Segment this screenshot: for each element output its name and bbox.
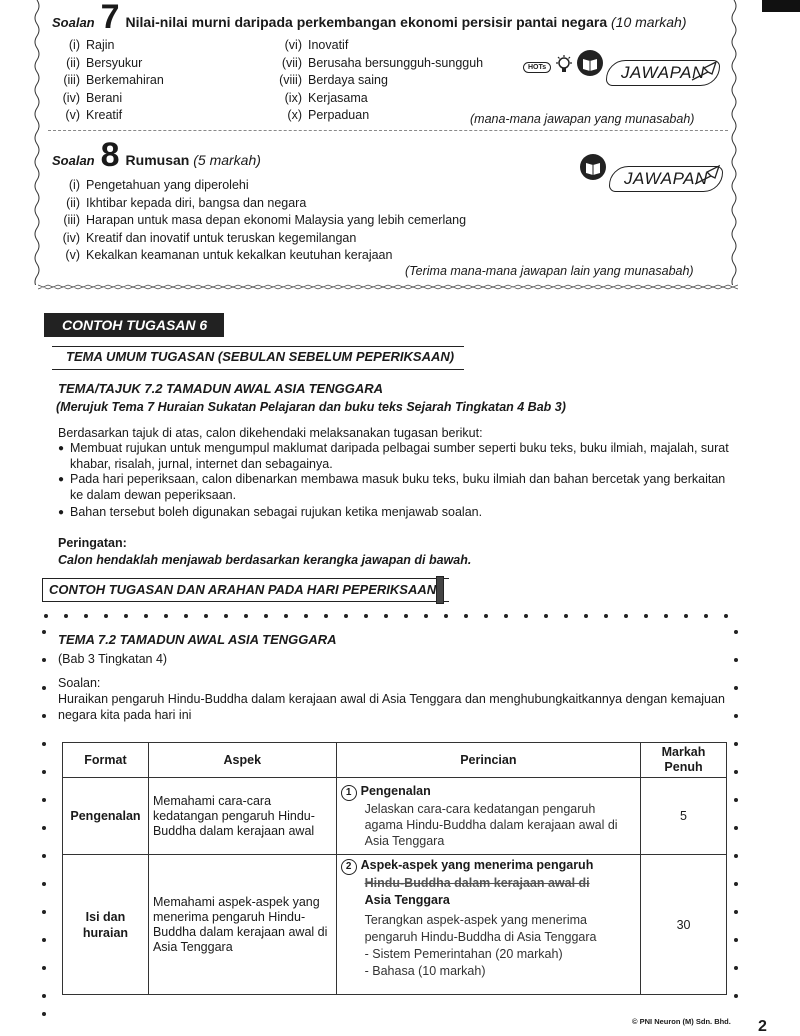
jawapan-label: JAWAPAN xyxy=(606,60,720,86)
marking-table xyxy=(62,742,727,995)
frame-cap xyxy=(436,576,444,604)
soalan-8-heading xyxy=(52,136,261,174)
peringatan-text: Calon hendaklah menjawab berdasarkan kerangka jawapan di bawah. xyxy=(58,553,472,567)
merujuk-text: (Merujuk Tema 7 Huraian Sukatan Pelajaran dan buku teks Sejarah Tingkatan 4 Bab 3) xyxy=(56,400,566,414)
soalan-7-heading xyxy=(52,0,687,36)
cell-perincian: 2 Aspek-aspek yang menerima pengaruh Hindu-Buddha dalam kerajaan awal di Asia Tenggara Terangkan aspek-aspek yang menerima pengaruh Hindu-Buddha di Asia Tenggara - Sistem Pemerintahan (20 markah) - Bahasa (10 markah) xyxy=(336,855,640,995)
cell-markah: 30 xyxy=(641,855,727,995)
list-item: (i) Rajin xyxy=(68,38,115,52)
cell-markah: 5 xyxy=(641,778,727,855)
hots-badge: HOTs xyxy=(523,62,551,73)
cell-perincian: 1 Pengenalan Jelaskan cara-cara kedatangan pengaruh agama Hindu-Buddha dalam kerajaan awal di Asia Tenggara xyxy=(336,778,640,855)
soalan-label: Soalan: xyxy=(58,676,101,690)
soalan-text: Huraikan pengaruh Hindu-Buddha dalam kerajaan awal di Asia Tenggara dan menghubungkaitkannya dengan kemajuan negara kita pada hari ini xyxy=(58,692,725,722)
list-item: (ii) Ikhtibar kepada diri, bangsa dan negara xyxy=(66,195,307,210)
contoh-arahan-heading: CONTOH TUGASAN DAN ARAHAN PADA HARI PEPERIKSAAN xyxy=(42,578,449,602)
bullet-item: ● Membuat rujukan untuk mengumpul maklumat daripada pelbagai sumber seperti buku teks, buku ilmiah, majalah, surat khabar, risalah, jurnal, internet dan sebagainya. xyxy=(58,441,738,472)
tema72-title: TEMA 7.2 TAMADUN AWAL ASIA TENGGARA xyxy=(58,632,337,647)
jawapan-label: JAWAPAN xyxy=(609,166,723,192)
number-circle: 1 xyxy=(341,785,357,801)
number-circle: 2 xyxy=(341,859,357,875)
dotted-border-left xyxy=(40,618,48,1018)
tema-tajuk: TEMA/TAJUK 7.2 TAMADUN AWAL ASIA TENGGARA xyxy=(58,381,384,396)
list-item: (vii) Berusaha bersungguh-sungguh xyxy=(281,55,484,70)
header-perincian: Perincian xyxy=(336,743,640,778)
list-item: (iii) Harapan untuk masa depan ekonomi Malaysia yang lebih cemerlang xyxy=(63,213,467,227)
contoh-tugasan-banner: CONTOH TUGASAN 6 xyxy=(44,313,221,337)
soalan-number: 7 xyxy=(100,0,120,36)
q7-note: (mana-mana jawapan yang munasabah) xyxy=(470,112,695,126)
banner-bar xyxy=(216,313,224,337)
list-item: (vi) Inovatif xyxy=(284,38,349,52)
soalan-label: Soalan xyxy=(52,15,95,30)
list-item: (iv) Berani xyxy=(62,90,123,105)
bullet-item: ● Bahan tersebut boleh digunakan sebagai rujukan ketika menjawab soalan. xyxy=(58,505,738,521)
list-item: (v) Kreatif xyxy=(65,108,123,122)
soalan-number: 8 xyxy=(100,136,120,174)
header-aspek: Aspek xyxy=(148,743,336,778)
tema72-bab: (Bab 3 Tingkatan 4) xyxy=(58,652,168,666)
cell-aspek: Memahami cara-cara kedatangan pengaruh Hindu-Buddha dalam kerajaan awal xyxy=(148,778,336,855)
wavy-border-right xyxy=(730,0,738,285)
page-number: 2 xyxy=(758,1018,767,1035)
instructions xyxy=(58,426,738,521)
dotted-border-right xyxy=(732,618,740,1018)
list-item: (v) Kekalkan keamanan untuk kekalkan keutuhan kerajaan xyxy=(65,248,393,262)
tema-umum-heading: TEMA UMUM TUGASAN (SEBULAN SEBELUM PEPERIKSAAN) xyxy=(52,346,464,370)
dotted-border-top xyxy=(40,612,740,620)
footer-credit: © PNI Neuron (M) Sdn. Bhd. xyxy=(632,1017,731,1026)
list-item: (ix) Kerjasama xyxy=(284,90,368,105)
cell-format: Pengenalan xyxy=(63,778,149,855)
q7-list-left xyxy=(58,37,164,125)
q7-list-right xyxy=(272,37,483,125)
soalan-title: Nilai-nilai murni daripada perkembangan ekonomi persisir pantai negara (10 markah) xyxy=(125,14,687,30)
q8-list xyxy=(58,177,466,265)
intro-text: Berdasarkan tajuk di atas, calon dikehendaki melaksanakan tugasan berikut: xyxy=(58,426,483,440)
divider xyxy=(48,130,728,131)
list-item: (iv) Kreatif dan inovatif untuk teruskan kegemilangan xyxy=(62,230,357,245)
list-item: (iii) Berkemahiran xyxy=(63,73,164,87)
header-markah: Markah Penuh xyxy=(641,743,727,778)
arrow-icon xyxy=(690,58,718,86)
table-row xyxy=(63,855,727,995)
list-item: (i) Pengetahuan yang diperolehi xyxy=(68,178,249,192)
list-item: (ii) Bersyukur xyxy=(66,55,143,70)
peringatan-label: Peringatan: xyxy=(58,536,127,550)
soalan-label: Soalan xyxy=(52,153,95,168)
arrow-icon xyxy=(693,162,721,190)
bullet-item: ● Pada hari peperiksaan, calon dibenarkan membawa masuk buku teks, buku ilmiah dan bahan bercetak yang berkaitan ke dalam dewan peperiksaan. xyxy=(58,472,738,503)
wavy-border-bottom xyxy=(38,282,738,292)
q8-note: (Terima mana-mana jawapan lain yang munasabah) xyxy=(405,264,694,278)
list-item: (viii) Berdaya saing xyxy=(279,73,388,87)
wavy-border-left xyxy=(33,0,41,285)
soalan-title: Rumusan (5 markah) xyxy=(125,152,261,168)
list-item: (x) Perpaduan xyxy=(287,108,370,122)
book-icon xyxy=(575,48,605,78)
header-format: Format xyxy=(63,743,149,778)
table-row xyxy=(63,778,727,855)
cell-aspek: Memahami aspek-aspek yang menerima pengaruh Hindu-Buddha dalam kerajaan awal di Asia Tenggara xyxy=(148,855,336,995)
cell-format: Isi dan huraian xyxy=(63,855,149,995)
lightbulb-icon xyxy=(554,54,574,74)
book-icon xyxy=(578,152,608,182)
corner-mark xyxy=(762,0,800,12)
